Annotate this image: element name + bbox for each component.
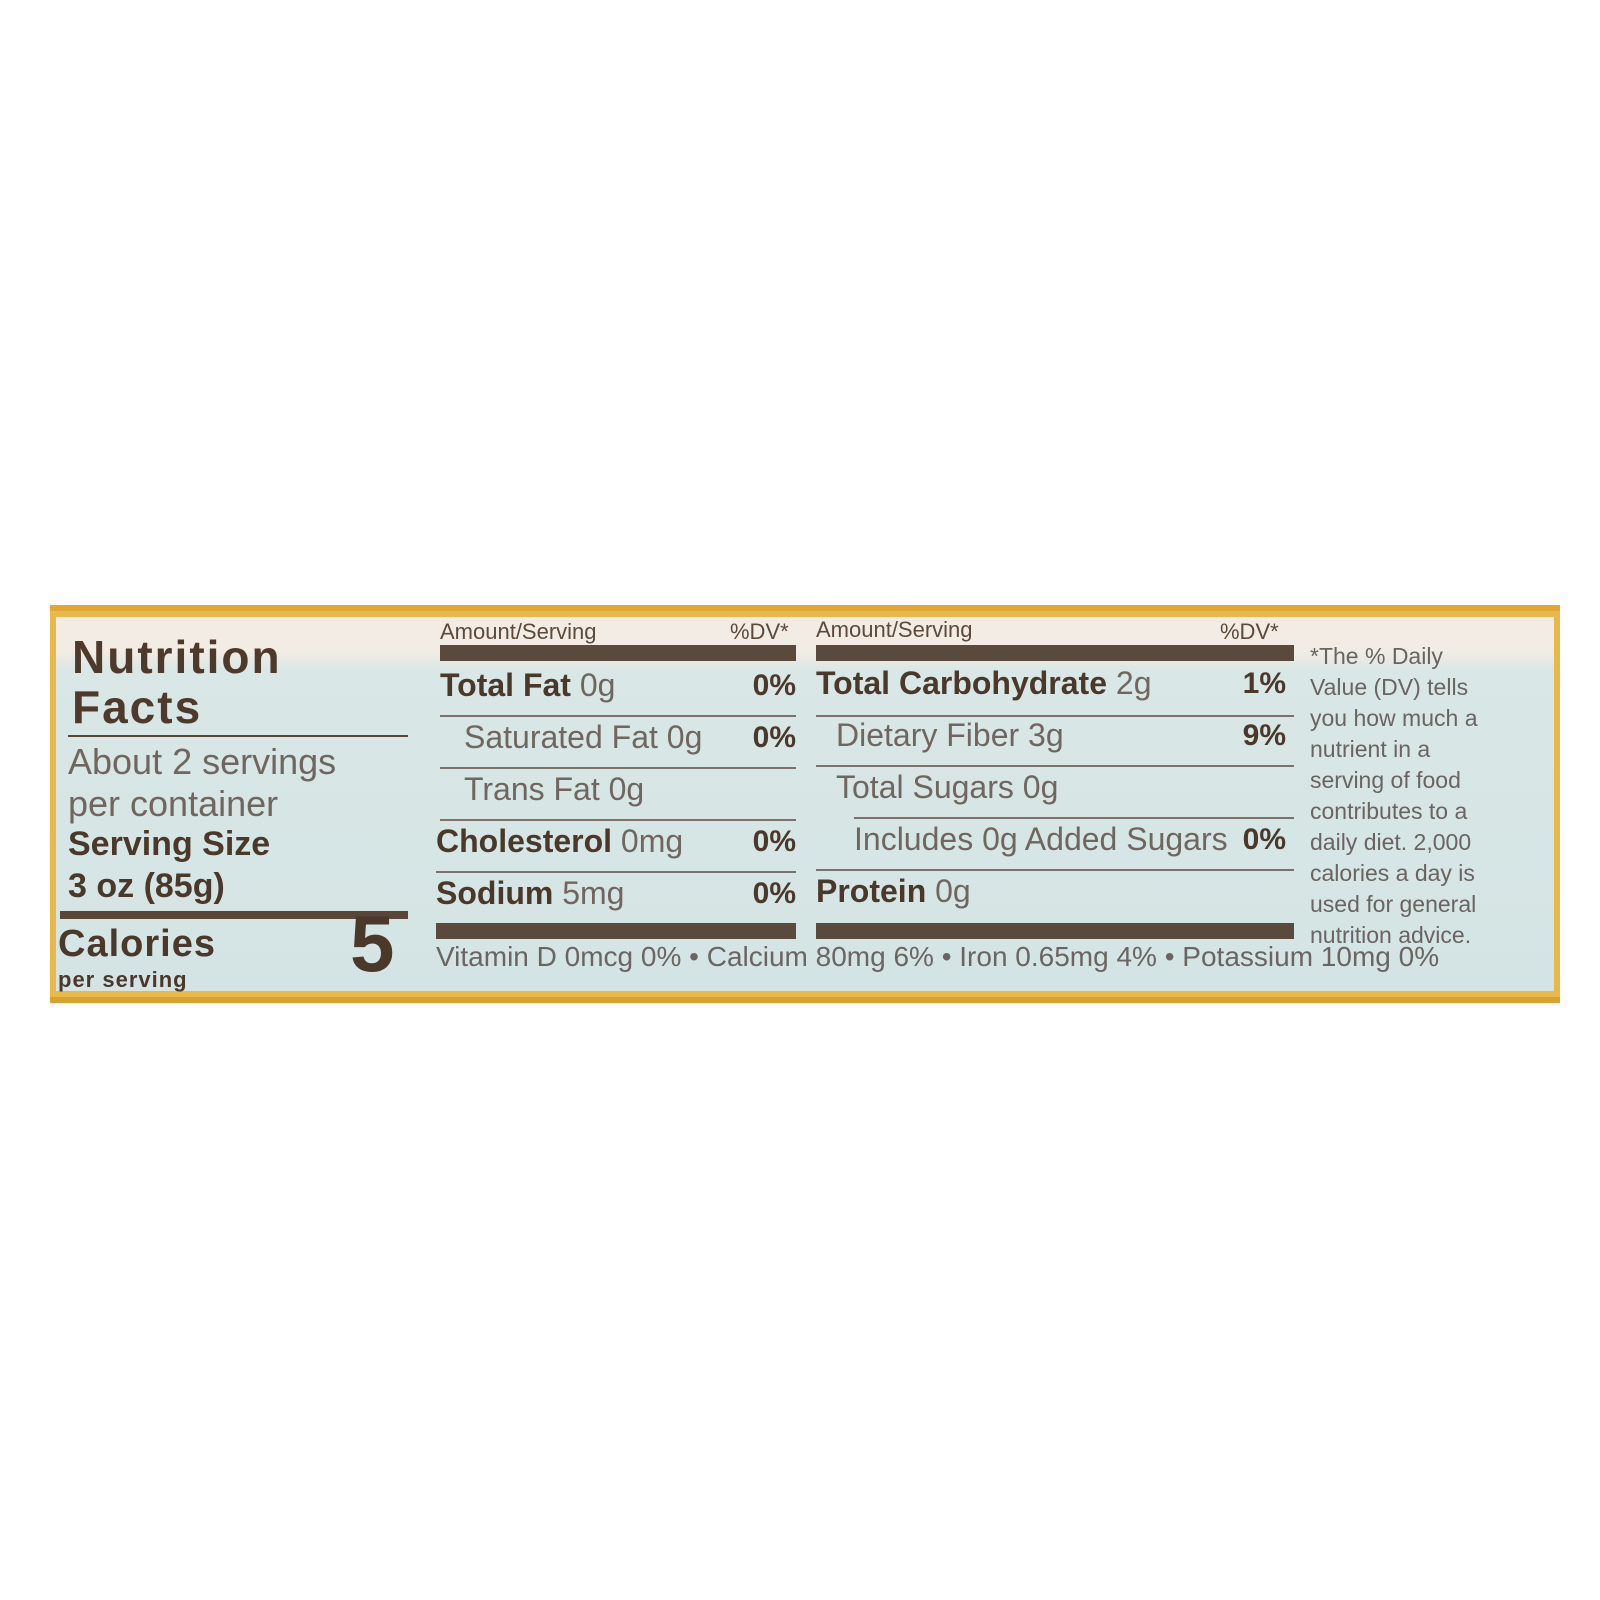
nutrient-row: Includes 0g Added Sugars	[854, 821, 1228, 857]
row-divider	[440, 715, 796, 717]
left-footer-bar	[436, 923, 796, 939]
nutrient-row: Protein 0g	[816, 873, 971, 909]
left-header-bar	[440, 645, 796, 661]
right-footer-bar	[816, 923, 1294, 939]
nutrient-row: Sodium 5mg	[436, 875, 625, 911]
nutrition-facts-label	[50, 605, 1560, 1003]
nutrient-dv: 1%	[1242, 667, 1286, 700]
row-divider	[440, 767, 796, 769]
serving-size-value: 3 oz (85g)	[68, 867, 225, 905]
dv-footnote: *The % Daily Value (DV) tells you how much a nutrient in a serving of food contributes to a daily diet. 2,000 calories a day is used for general nutrition advice.	[1310, 643, 1478, 948]
nutrient-dv: 0%	[752, 669, 796, 702]
nutrient-dv: 0%	[752, 877, 796, 910]
right-dv-header: %DV*	[1220, 619, 1279, 644]
nutrient-row: Cholesterol 0mg	[436, 823, 684, 859]
nutrient-dv: 0%	[752, 721, 796, 754]
servings-per-container: About 2 servings	[68, 741, 337, 782]
title-divider	[68, 735, 408, 737]
left-amount-header: Amount/Serving	[440, 619, 597, 644]
row-divider	[816, 765, 1294, 767]
calories-label: Calories	[58, 923, 216, 965]
vitamins-line: Vitamin D 0mcg 0% • Calcium 80mg 6% • Iron 0.65mg 4% • Potassium 10mg 0%	[436, 941, 1440, 972]
nutrient-row: Saturated Fat 0g	[464, 719, 703, 755]
nutrient-row: Total Fat 0g	[440, 667, 616, 703]
right-header-bar	[816, 645, 1294, 661]
title-line-1: Nutrition	[72, 631, 282, 683]
servings-per-container-line-2: per container	[68, 783, 279, 824]
calories-sub-label: per serving	[58, 967, 188, 992]
row-divider	[440, 819, 796, 821]
row-divider	[854, 817, 1294, 819]
nutrient-dv: 0%	[752, 825, 796, 858]
calories-value: 5	[350, 899, 395, 988]
nutrient-dv: 9%	[1242, 719, 1286, 752]
nutrient-dv: 0%	[1242, 823, 1286, 856]
nutrient-row: Total Sugars 0g	[836, 769, 1059, 805]
nutrient-row: Dietary Fiber 3g	[836, 717, 1064, 753]
right-amount-header: Amount/Serving	[816, 617, 973, 642]
left-dv-header: %DV*	[730, 619, 789, 644]
title-line-2: Facts	[72, 681, 203, 733]
nutrient-row: Total Carbohydrate 2g	[816, 665, 1152, 701]
serving-size-label: Serving Size	[68, 825, 271, 863]
row-divider	[816, 869, 1294, 871]
nutrient-row: Trans Fat 0g	[464, 771, 645, 807]
row-divider	[436, 871, 796, 873]
